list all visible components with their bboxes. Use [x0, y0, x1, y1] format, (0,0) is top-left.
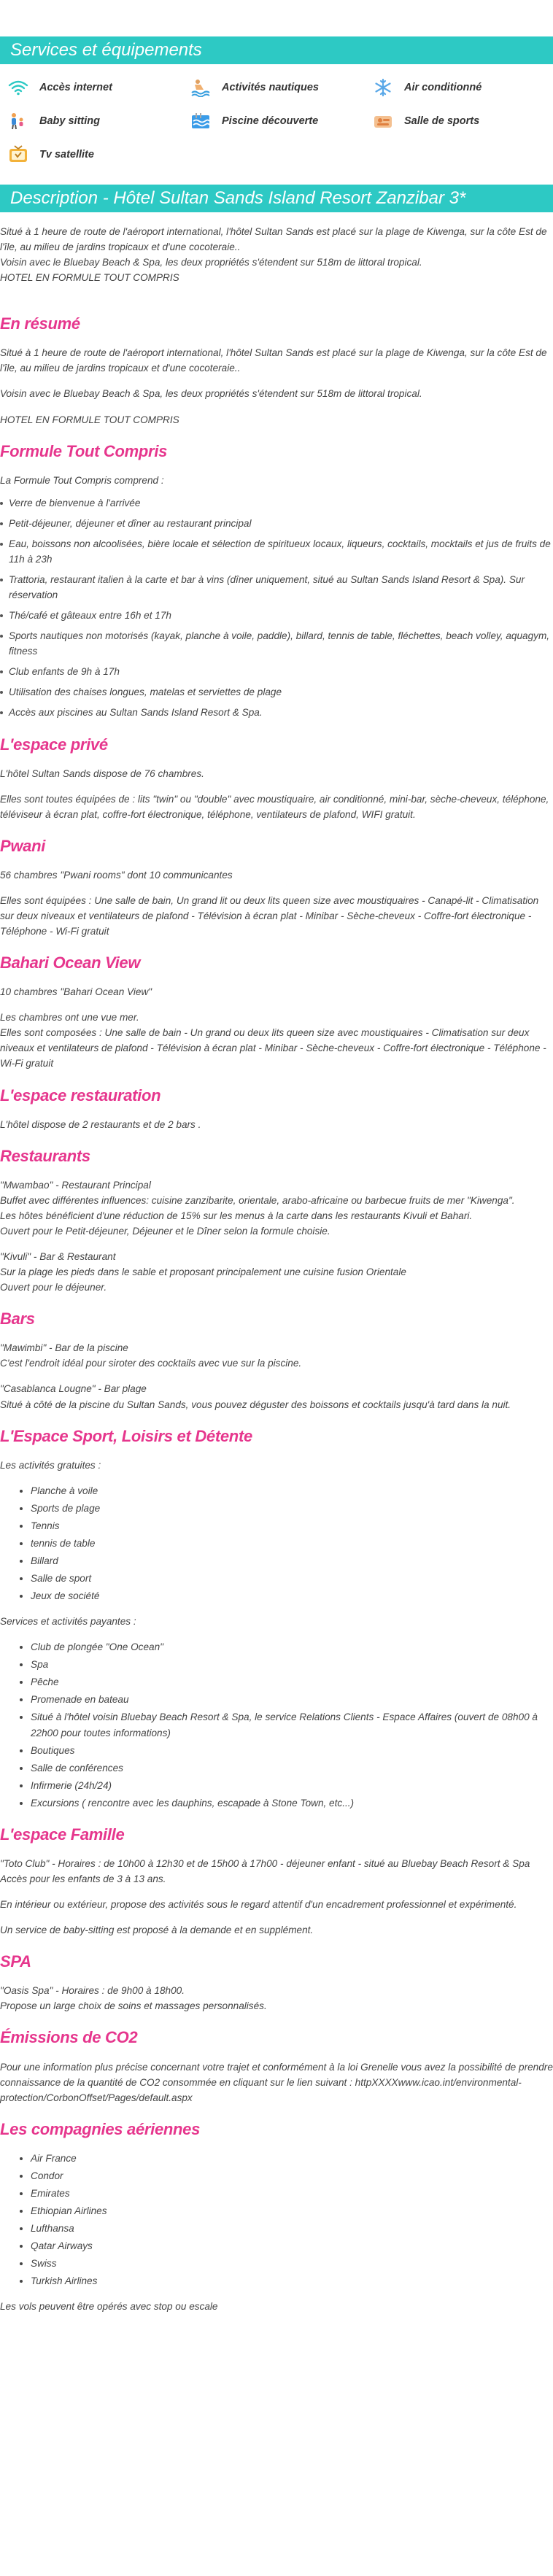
restaurant-name: "Kivuli" - Bar & Restaurant: [0, 1251, 116, 1263]
section-prive: [0, 732, 553, 822]
amenities-grid: [0, 64, 553, 181]
bar-name: "Mawimbi" - Bar de la piscine: [0, 1342, 128, 1354]
paragraph: HOTEL EN FORMULE TOUT COMPRIS: [0, 414, 179, 425]
amenity-label: Salle de sports: [404, 115, 480, 127]
section-heading: Bahari Ocean View: [0, 954, 141, 972]
amenity-baby-sitting: [7, 111, 190, 131]
section-restauration: [0, 1083, 553, 1132]
list-item: Eau, boissons non alcoolisées, bière locale et sélection de spiritueux locaux, liqueurs, cocktails, mocktails et jus de fruits de 11h à 23h: [0, 536, 553, 567]
list-item: • Salle de conférences: [31, 1760, 553, 1776]
list-item: • Ethiopian Airlines: [31, 2203, 553, 2219]
list-item: • Spa: [31, 1657, 553, 1672]
list-item: • Emirates: [31, 2186, 553, 2201]
section-heading: Restaurants: [0, 1146, 90, 1165]
section-heading: Pwani: [0, 836, 46, 855]
paragraph: Services et activités payantes :: [0, 1616, 136, 1628]
amenities-section: [0, 0, 553, 181]
paragraph: Elles sont composées : Une salle de bain - Un grand ou deux lits queen size avec moustiquaires - Climatisation sur deux niveaux et ventilateurs de plafond - Télévision à écran plat - Minibar - Sèche-cheveux - Coffre-fort électronique - Téléphone - Wi-Fi gratuit: [0, 1027, 546, 1070]
paragraph: "Oasis Spa" - Horaires : de 9h00 à 18h00.: [0, 1985, 185, 1997]
list-item: • Situé à l'hôtel voisin Bluebay Beach Resort & Spa, le service Relations Clients - Espace Affaires (ouvert de 08h00 à 22h00 pour toutes informations): [31, 1709, 553, 1740]
paragraph: Sur la plage les pieds dans le sable et proposant principalement une cuisine fusion Orientale: [0, 1266, 406, 1278]
section-heading: Les compagnies aériennes: [0, 2119, 201, 2138]
paragraph: Les hôtes bénéficient d'une réduction de 15% sur les menus à la carte dans les restaurants Kivuli et Bahari.: [0, 1210, 473, 1221]
section-heading: L'Espace Sport, Loisirs et Détente: [0, 1426, 252, 1445]
bar-name: "Casablanca Lougne" - Bar plage: [0, 1383, 147, 1395]
paragraph: Situé à 1 heure de route de l'aéroport international, l'hôtel Sultan Sands est placé sur la plage de Kiwenga, sur la côte Est de l'île, au milieu de jardins tropicaux et d'une cocoteraie..: [0, 347, 547, 374]
list-item: • Air France: [31, 2151, 553, 2166]
list-item: • Lufthansa: [31, 2221, 553, 2236]
restaurant-kivuli: [0, 1249, 553, 1295]
paragraph: Elles sont équipées : Une salle de bain, Un grand lit ou deux lits queen size avec moustiquaires - Canapé-lit - Climatisation sur deux niveaux et ventilateurs de plafond - Télévision à écran plat - Minibar - Sèche-cheveux - Coffre-fort électronique - Téléphone - Wi-Fi gratuit: [0, 894, 539, 937]
section-restaurants: [0, 1144, 553, 1296]
section-bahari: [0, 951, 553, 1071]
paragraph: Ouvert pour le Petit-déjeuner, Déjeuner et le Dîner selon la formule choisie.: [0, 1225, 330, 1237]
paragraph: Les vols peuvent être opérés avec stop ou escale: [0, 2301, 218, 2313]
paragraph: Ouvert pour le déjeuner.: [0, 1282, 107, 1293]
list-item: • Billard: [31, 1553, 553, 1569]
air-conditioning-icon: [372, 77, 394, 98]
paragraph: Les activités gratuites :: [0, 1459, 101, 1471]
paragraph: Buffet avec différentes influences: cuisine zanzibarite, orientale, arabo-africaine ou barbecue fruits de mer "Kiwenga".: [0, 1194, 515, 1206]
paragraph: La Formule Tout Compris comprend :: [0, 474, 164, 486]
section-heading: Bars: [0, 1310, 35, 1328]
list-item: Club enfants de 9h à 17h: [0, 664, 553, 679]
wifi-icon: [7, 77, 29, 98]
section-heading: Émissions de CO2: [0, 2028, 138, 2047]
section-pwani: [0, 834, 553, 939]
section-heading: L'espace privé: [0, 735, 108, 754]
list-item: • Infirmerie (24h/24): [31, 1778, 553, 1793]
section-spa: [0, 1949, 553, 2014]
paragraph: Accès pour les enfants de 3 à 13 ans.: [0, 1873, 166, 1884]
list-item: Utilisation des chaises longues, matelas et serviettes de plage: [0, 684, 553, 700]
list-item: • Turkish Airlines: [31, 2273, 553, 2289]
section-heading: SPA: [0, 1952, 31, 1971]
paragraph: Situé à côté de la piscine du Sultan Sands, vous pouvez déguster des boissons et cocktails jusqu'à tard dans la nuit.: [0, 1399, 511, 1410]
paragraph: En intérieur ou extérieur, propose des activités sous le regard attentif d'un encadrement professionnel et expérimenté.: [0, 1899, 517, 1911]
section-heading: Formule Tout Compris: [0, 441, 168, 460]
paragraph: Elles sont toutes équipées de : lits "twin" ou "double" avec moustiquaire, air conditionné, mini-bar, sèche-cheveux, téléphone, téléviseur à écran plat, coffre-fort électronique, téléphone, ventilateurs de plafond, WIFI gratuit.: [0, 793, 549, 820]
amenity-label: Baby sitting: [39, 115, 100, 127]
amenity-air-conditioning: [372, 77, 547, 98]
list-item: • Boutiques: [31, 1743, 553, 1758]
list-item: • Pêche: [31, 1674, 553, 1690]
free-activities-list: [0, 1483, 553, 1604]
description-title: Description - Hôtel Sultan Sands Island Resort Zanzibar 3*: [0, 185, 553, 212]
list-item: • Sports de plage: [31, 1501, 553, 1516]
section-famille: [0, 1822, 553, 1938]
list-item: • Planche à voile: [31, 1483, 553, 1498]
list-item: • Swiss: [31, 2256, 553, 2271]
paragraph: Pour une information plus précise concernant votre trajet et conformément à la loi Grenelle vous avez la possibilité de prendre connaissance de la quantité de CO2 consommée en cliquant sur le lien suivant : httpXXXXwww.icao.int/environmental-protection/CorbonOffset/Pages/default.aspx: [0, 2061, 553, 2103]
list-item: Petit-déjeuner, déjeuner et dîner au restaurant principal: [0, 516, 553, 531]
paid-activities-list: [0, 1639, 553, 1811]
description-intro: [0, 212, 553, 300]
list-item: Accès aux piscines au Sultan Sands Island Resort & Spa.: [0, 705, 553, 720]
tv-icon: [7, 144, 29, 165]
list-item: Trattoria, restaurant italien à la carte et bar à vins (dîner uniquement, situé au Sultan Sands Island Resort & Spa). Sur réservation: [0, 572, 553, 603]
list-item: • tennis de table: [31, 1536, 553, 1551]
paragraph: "Toto Club" - Horaires : de 10h00 à 12h30 et de 15h00 à 17h00 - déjeuner enfant - situé au Bluebay Beach Resort & Spa: [0, 1857, 530, 1869]
intro-paragraph: Situé à 1 heure de route de l'aéroport international, l'hôtel Sultan Sands est placé sur la plage de Kiwenga, sur la côte Est de l'île, au milieu de jardins tropicaux et d'une cocoteraie..: [0, 226, 547, 253]
list-item: Verre de bienvenue à l'arrivée: [0, 495, 553, 511]
paragraph: C'est l'endroit idéal pour siroter des cocktails avec vue sur la piscine.: [0, 1358, 302, 1369]
amenities-title: Services et équipements: [0, 36, 553, 64]
paragraph: L'hôtel dispose de 2 restaurants et de 2 bars .: [0, 1118, 201, 1130]
formule-list: [0, 495, 553, 721]
amenity-label: Activités nautiques: [222, 82, 319, 93]
paragraph: Voisin avec le Bluebay Beach & Spa, les deux propriétés s'étendent sur 518m de littoral tropical.: [0, 388, 422, 400]
gym-icon: [372, 111, 394, 131]
list-item: • Salle de sport: [31, 1571, 553, 1586]
paragraph: 10 chambres "Bahari Ocean View": [0, 986, 152, 998]
baby-sitting-icon: [7, 111, 29, 131]
list-item: • Condor: [31, 2168, 553, 2184]
section-heading: En résumé: [0, 314, 80, 333]
water-sports-icon: [190, 77, 212, 98]
section-formule: [0, 439, 553, 721]
list-item: • Promenade en bateau: [31, 1692, 553, 1707]
amenity-tv: [7, 144, 190, 165]
section-sport: [0, 1424, 553, 1811]
restaurant-mwambao: [0, 1177, 553, 1239]
list-item: Sports nautiques non motorisés (kayak, planche à voile, paddle), billard, tennis de table, fléchettes, beach volley, aquagym, fitness: [0, 628, 553, 659]
bar-mawimbi: [0, 1340, 553, 1371]
section-resume: [0, 312, 553, 427]
paragraph: Les chambres ont une vue mer.: [0, 1012, 139, 1024]
list-item: • Tennis: [31, 1518, 553, 1533]
list-item: • Excursions ( rencontre avec les dauphins, escapade à Stone Town, etc...): [31, 1795, 553, 1811]
paragraph: 56 chambres "Pwani rooms" dont 10 communicantes: [0, 869, 233, 881]
amenity-label: Accès internet: [39, 82, 112, 93]
pool-icon: [190, 111, 212, 131]
list-item: • Club de plongée "One Ocean": [31, 1639, 553, 1655]
section-heading: L'espace Famille: [0, 1825, 125, 1844]
amenity-gym: [372, 111, 547, 131]
amenity-internet: [7, 77, 190, 98]
section-bars: [0, 1307, 553, 1412]
amenity-label: Tv satellite: [39, 149, 94, 160]
paragraph: L'hôtel Sultan Sands dispose de 76 chambres.: [0, 767, 204, 779]
intro-paragraph: HOTEL EN FORMULE TOUT COMPRIS: [0, 272, 179, 284]
amenity-water-sports: [190, 77, 372, 98]
section-heading: L'espace restauration: [0, 1086, 161, 1105]
bar-casablanca: [0, 1381, 553, 1412]
amenity-label: Air conditionné: [404, 82, 482, 93]
description-body: [0, 212, 553, 2314]
section-co2: [0, 2025, 553, 2105]
airlines-list: [0, 2151, 553, 2289]
list-item: • Jeux de société: [31, 1588, 553, 1604]
section-airlines: [0, 2117, 553, 2315]
amenity-label: Piscine découverte: [222, 115, 319, 127]
paragraph: Un service de baby-sitting est proposé à la demande et en supplément.: [0, 1925, 314, 1936]
list-item: Thé/café et gâteaux entre 16h et 17h: [0, 608, 553, 623]
intro-paragraph: Voisin avec le Bluebay Beach & Spa, les deux propriétés s'étendent sur 518m de littoral tropical.: [0, 257, 422, 268]
list-item: • Qatar Airways: [31, 2238, 553, 2254]
amenity-pool: [190, 111, 372, 131]
paragraph: Propose un large choix de soins et massages personnalisés.: [0, 2000, 267, 2012]
restaurant-name: "Mwambao" - Restaurant Principal: [0, 1179, 151, 1191]
